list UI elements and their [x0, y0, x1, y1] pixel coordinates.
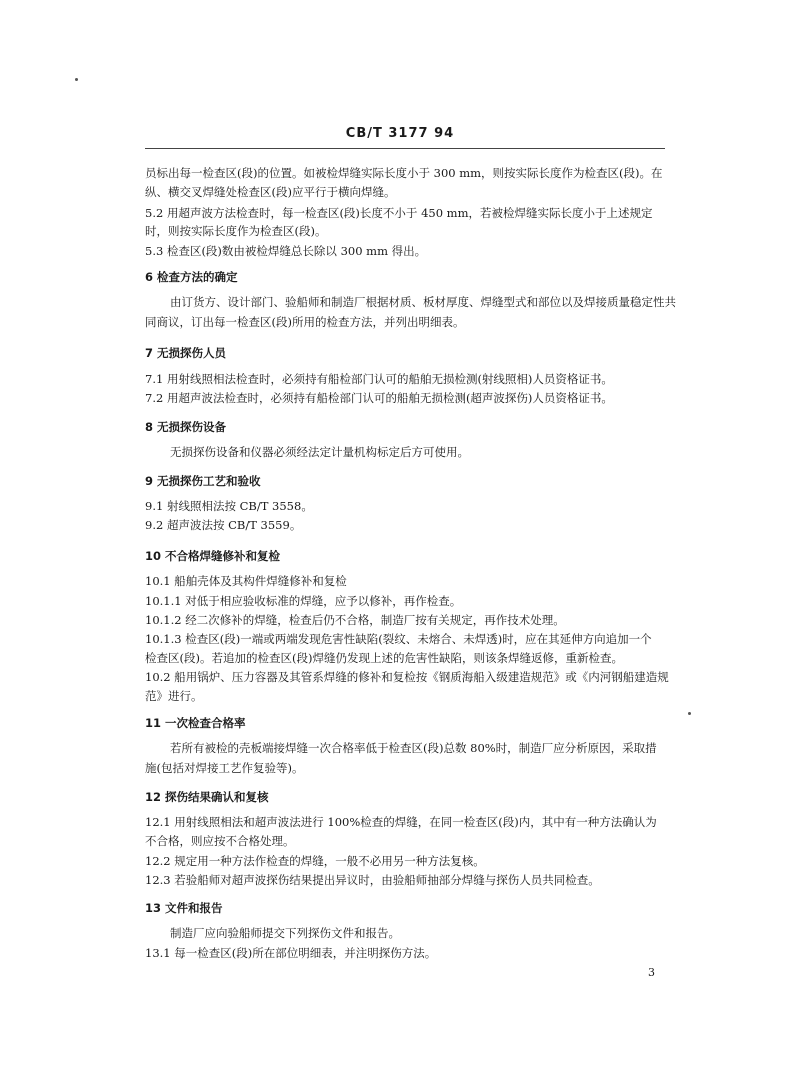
scan-speck: [75, 78, 78, 81]
section-heading: 13 文件和报告: [145, 901, 223, 915]
text-line: 员标出每一检查区(段)的位置。如被检焊缝实际长度小于 300 mm，则按实际长度作为检查区(段)。在: [145, 166, 663, 180]
section-heading: 10 不合格焊缝修补和复检: [145, 549, 281, 563]
section-heading: 8 无损探伤设备: [145, 420, 227, 434]
text-line: 10.1.3 检查区(段)一端或两端发现危害性缺陷(裂纹、未熔合、未焊透)时，应在其延伸方向追加一个: [145, 632, 652, 646]
text-line: 10.2 船用锅炉、压力容器及其管系焊缝的修补和复检按《钢质海船入级建造规范》或《内河钢船建造规: [145, 670, 669, 684]
section-heading: 11 一次检查合格率: [145, 716, 246, 730]
header-rule: [145, 148, 665, 149]
text-line: 施(包括对焊接工艺作复验等)。: [145, 761, 304, 775]
text-line: 检查区(段)。若追加的检查区(段)焊缝仍发现上述的危害性缺陷，则该条焊缝返修，重新检查。: [145, 651, 623, 665]
section-heading: 12 探伤结果确认和复核: [145, 790, 269, 804]
text-line: 5.2 用超声波方法检查时，每一检查区(段)长度不小于 450 mm，若被检焊缝实际长度小于上述规定: [145, 206, 653, 220]
text-line: 10.1.2 经二次修补的焊缝，检查后仍不合格，制造厂按有关规定，再作技术处理。: [145, 613, 565, 627]
page-number: 3: [648, 966, 655, 979]
text-line: 制造厂应向验船师提交下列探伤文件和报告。: [170, 926, 400, 940]
document-header: CB/T 3177 94: [345, 126, 455, 141]
section-heading: 7 无损探伤人员: [145, 346, 227, 360]
text-line: 12.1 用射线照相法和超声波法进行 100%检查的焊缝，在同一检查区(段)内，其中有一种方法确认为: [145, 815, 657, 829]
text-line: 5.3 检查区(段)数由被检焊缝总长除以 300 mm 得出。: [145, 244, 427, 258]
text-line: 9.2 超声波法按 CB/T 3559。: [145, 518, 302, 532]
text-line: 9.1 射线照相法按 CB/T 3558。: [145, 499, 313, 513]
section-heading: 9 无损探伤工艺和验收: [145, 474, 261, 488]
text-line: 7.1 用射线照相法检查时，必须持有船检部门认可的船舶无损检测(射线照相)人员资格证书。: [145, 372, 613, 386]
scan-speck: [688, 712, 691, 715]
text-line: 若所有被检的壳板端接焊缝一次合格率低于检查区(段)总数 80%时，制造厂应分析原因，采取措: [170, 741, 657, 755]
text-line: 无损探伤设备和仪器必须经法定计量机构标定后方可使用。: [170, 445, 469, 459]
text-line: 13.1 每一检查区(段)所在部位明细表，并注明探伤方法。: [145, 946, 437, 960]
text-line: 10.1 船舶壳体及其构件焊缝修补和复检: [145, 574, 347, 588]
section-heading: 6 检查方法的确定: [145, 270, 238, 284]
text-line: 7.2 用超声波法检查时，必须持有船检部门认可的船舶无损检测(超声波探伤)人员资格证书。: [145, 391, 613, 405]
text-line: 由订货方、设计部门、验船师和制造厂根据材质、板材厚度、焊缝型式和部位以及焊接质量稳定性共: [170, 295, 676, 309]
text-line: 范》进行。: [145, 689, 203, 703]
text-line: 时，则按实际长度作为检查区(段)。: [145, 224, 327, 238]
text-line: 12.2 规定用一种方法作检查的焊缝，一般不必用另一种方法复核。: [145, 854, 485, 868]
text-line: 同商议，订出每一检查区(段)所用的检查方法，并列出明细表。: [145, 315, 465, 329]
text-line: 纵、横交叉焊缝处检查区(段)应平行于横向焊缝。: [145, 185, 396, 199]
text-line: 12.3 若验船师对超声波探伤结果提出异议时，由验船师抽部分焊缝与探伤人员共同检查。: [145, 873, 600, 887]
text-line: 10.1.1 对低于相应验收标准的焊缝，应予以修补，再作检查。: [145, 594, 462, 608]
text-line: 不合格，则应按不合格处理。: [145, 834, 295, 848]
